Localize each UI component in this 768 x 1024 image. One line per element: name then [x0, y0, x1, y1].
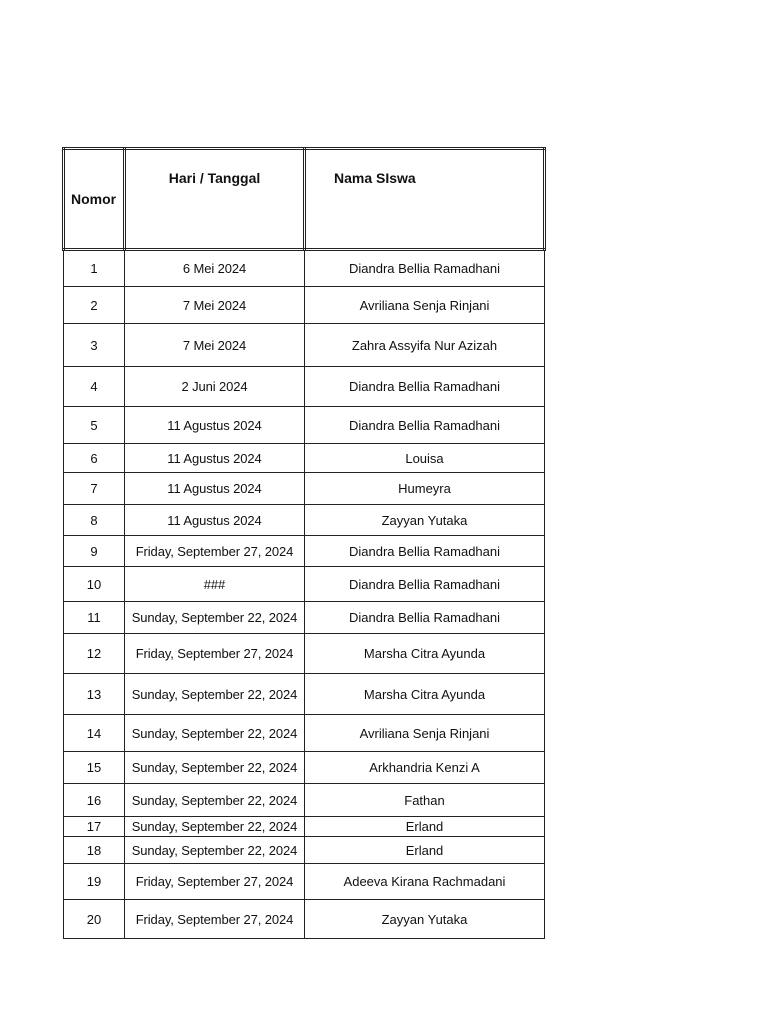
row-number: 8: [64, 505, 125, 536]
row-student-name: Diandra Bellia Ramadhani: [305, 536, 545, 567]
row-number: 18: [64, 837, 125, 864]
row-date: Friday, September 27, 2024: [125, 536, 305, 567]
row-date: 2 Juni 2024: [125, 367, 305, 407]
row-student-name: Diandra Bellia Ramadhani: [305, 567, 545, 602]
row-number: 17: [64, 817, 125, 837]
row-date: 11 Agustus 2024: [125, 505, 305, 536]
table-row: [64, 367, 545, 407]
row-number: 12: [64, 634, 125, 674]
header-nomor: Nomor: [64, 149, 125, 250]
row-student-name: Diandra Bellia Ramadhani: [305, 602, 545, 634]
row-number: 3: [64, 324, 125, 367]
row-date: Sunday, September 22, 2024: [125, 752, 305, 784]
header-hari-tanggal: Hari / Tanggal: [125, 149, 305, 250]
row-student-name: Erland: [305, 837, 545, 864]
row-student-name: Diandra Bellia Ramadhani: [305, 250, 545, 287]
row-student-name: Zahra Assyifa Nur Azizah: [305, 324, 545, 367]
row-student-name: Avriliana Senja Rinjani: [305, 287, 545, 324]
row-date: Friday, September 27, 2024: [125, 634, 305, 674]
row-student-name: Zayyan Yutaka: [305, 505, 545, 536]
row-student-name: Arkhandria Kenzi A: [305, 752, 545, 784]
row-student-name: Fathan: [305, 784, 545, 817]
row-number: 7: [64, 473, 125, 505]
table-row: [64, 864, 545, 900]
row-student-name: Diandra Bellia Ramadhani: [305, 407, 545, 444]
row-number: 2: [64, 287, 125, 324]
table-body: [64, 250, 545, 939]
row-date: Sunday, September 22, 2024: [125, 784, 305, 817]
row-student-name: Adeeva Kirana Rachmadani: [305, 864, 545, 900]
table-row: [64, 634, 545, 674]
row-number: 19: [64, 864, 125, 900]
table-row: [64, 674, 545, 715]
row-student-name: Louisa: [305, 444, 545, 473]
table-row: [64, 536, 545, 567]
row-student-name: Erland: [305, 817, 545, 837]
row-student-name: Marsha Citra Ayunda: [305, 634, 545, 674]
row-student-name: Avriliana Senja Rinjani: [305, 715, 545, 752]
row-number: 9: [64, 536, 125, 567]
row-number: 6: [64, 444, 125, 473]
row-number: 13: [64, 674, 125, 715]
table-row: [64, 900, 545, 939]
row-date: Friday, September 27, 2024: [125, 864, 305, 900]
row-student-name: Zayyan Yutaka: [305, 900, 545, 939]
table-row: [64, 715, 545, 752]
row-number: 14: [64, 715, 125, 752]
table-row: [64, 473, 545, 505]
row-number: 10: [64, 567, 125, 602]
table-row: [64, 784, 545, 817]
table-row: [64, 250, 545, 287]
row-date: 6 Mei 2024: [125, 250, 305, 287]
header-nama-siswa: Nama SIswa: [305, 149, 545, 250]
row-date: Sunday, September 22, 2024: [125, 674, 305, 715]
row-date: 7 Mei 2024: [125, 287, 305, 324]
row-date: Friday, September 27, 2024: [125, 900, 305, 939]
row-number: 15: [64, 752, 125, 784]
table-row: [64, 567, 545, 602]
table-row: [64, 324, 545, 367]
row-student-name: Diandra Bellia Ramadhani: [305, 367, 545, 407]
attendance-table: [62, 147, 546, 939]
row-number: 1: [64, 250, 125, 287]
table-row: [64, 287, 545, 324]
row-number: 4: [64, 367, 125, 407]
row-number: 5: [64, 407, 125, 444]
table-row: [64, 444, 545, 473]
row-number: 16: [64, 784, 125, 817]
table-row: [64, 817, 545, 837]
table-row: [64, 505, 545, 536]
row-number: 11: [64, 602, 125, 634]
table-row: [64, 752, 545, 784]
header-row: [64, 149, 545, 250]
table-row: [64, 602, 545, 634]
row-date: 7 Mei 2024: [125, 324, 305, 367]
row-student-name: Humeyra: [305, 473, 545, 505]
row-date: Sunday, September 22, 2024: [125, 602, 305, 634]
row-date: ###: [125, 567, 305, 602]
row-date: 11 Agustus 2024: [125, 473, 305, 505]
row-student-name: Marsha Citra Ayunda: [305, 674, 545, 715]
row-date: 11 Agustus 2024: [125, 444, 305, 473]
row-date: Sunday, September 22, 2024: [125, 837, 305, 864]
row-date: Sunday, September 22, 2024: [125, 715, 305, 752]
table-row: [64, 407, 545, 444]
table-row: [64, 837, 545, 864]
row-date: Sunday, September 22, 2024: [125, 817, 305, 837]
row-number: 20: [64, 900, 125, 939]
row-date: 11 Agustus 2024: [125, 407, 305, 444]
